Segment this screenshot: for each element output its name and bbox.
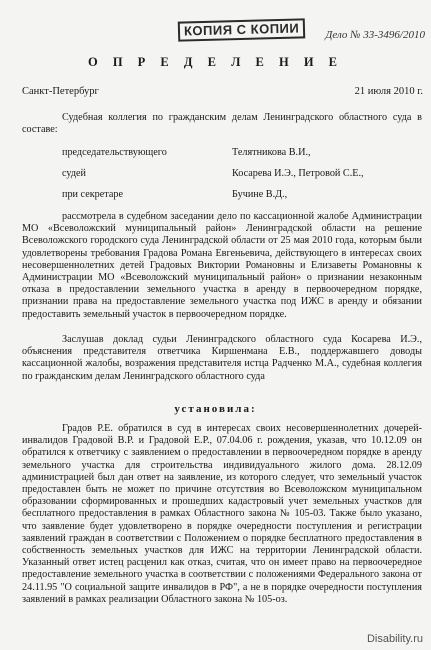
document-title: О П Р Е Д Е Л Е Н И Е [87, 55, 344, 69]
date: 21 июля 2010 г. [354, 86, 423, 97]
intro-paragraph: Судебная коллегия по гражданским делам Ленинградского областного суда в составе: [22, 112, 422, 136]
city: Санкт-Петербург [22, 86, 99, 97]
established-heading: установила: [174, 403, 257, 415]
chair-label: председательствующего [62, 147, 167, 158]
chair-value: Телятникова В.И., [232, 147, 311, 158]
case-number: Дело № 33-3496/2010 [325, 29, 425, 41]
secretary-label: при секретаре [62, 189, 123, 200]
judges-label: судей [62, 168, 86, 179]
secretary-value: Бучине В.Д., [232, 189, 288, 200]
heard-paragraph: Заслушав доклад судьи Ленинградского областного суда Косарева И.Э., объяснения представителя ответчика Киршенмана Е.В., поддержавшего доводы кассационной жалобы, возражения представителя истца Радченко М.А., судебная коллегия по гражданским делам Ленинградского областного суда [22, 334, 422, 382]
copy-stamp: КОПИЯ С КОПИИ [178, 18, 306, 41]
considered-paragraph: рассмотрела в судебном заседании дело по кассационной жалобе Администрации МО «Всеволожский муниципальный район» Ленинградской области на решение Всеволожского городского суда Ленинградской области от 25 мая 2010 года, которым были удовлетворены требования Градова Романа Евгеньевича, действующего в интересах своих несовершеннолетних детей Градовых Виктории Романовны и Елизаветы Романовны к Администрации МО «Всеволожский муниципальный район» о признании незаконным отказа в предоставлении земельного участка в аренду в первоочередном порядке, признании права на предоставление земельного участка под ИЖС в аренду и обязании предоставить земельный участок в первоочередном порядке. [22, 211, 422, 320]
site-watermark: Disability.ru [366, 633, 423, 645]
body-paragraph: Градов Р.Е. обратился в суд в интересах своих несовершеннолетних дочерей-инвалидов Градовой В.Р. и Градовой Е.Р., 07.04.06 г. рождения, указав, что 10.12.09 он обратился к ответчику с заявлением о предоставлении в первоочередном порядке в аренду земельного участка для строительства индивидуального жилого дома. 28.12.09 администрацией был дан ответ на заявление, из которого следует, что земельный участок предоставлен быть не может по причине отсутствия во Всеволожском муниципальном образовании сформированных и прошедших кадастровый учет земельных участков для бесплатного предоставления в рамках Областного закона № 105-03. Также было указано, что заявление будет удовлетворено в порядке очередности поступления и регистрации заявлений граждан в соответствии с Положением о порядке бесплатного предоставления в собственность земельных участков для ИЖС на территории Ленинградской области. Указанный ответ истец расценил как отказ, считая, что он имеет право на первоочередное предоставление земельного участка в соответствии с положениями Федерального закона от 24.11.95 "О социальной защите инвалидов в РФ", а не в порядке очередности поступления заявлений в рамках реализации Областного закона № 105-оз. [22, 423, 422, 605]
judges-value: Косарева И.Э., Петровой С.Е., [232, 168, 364, 179]
